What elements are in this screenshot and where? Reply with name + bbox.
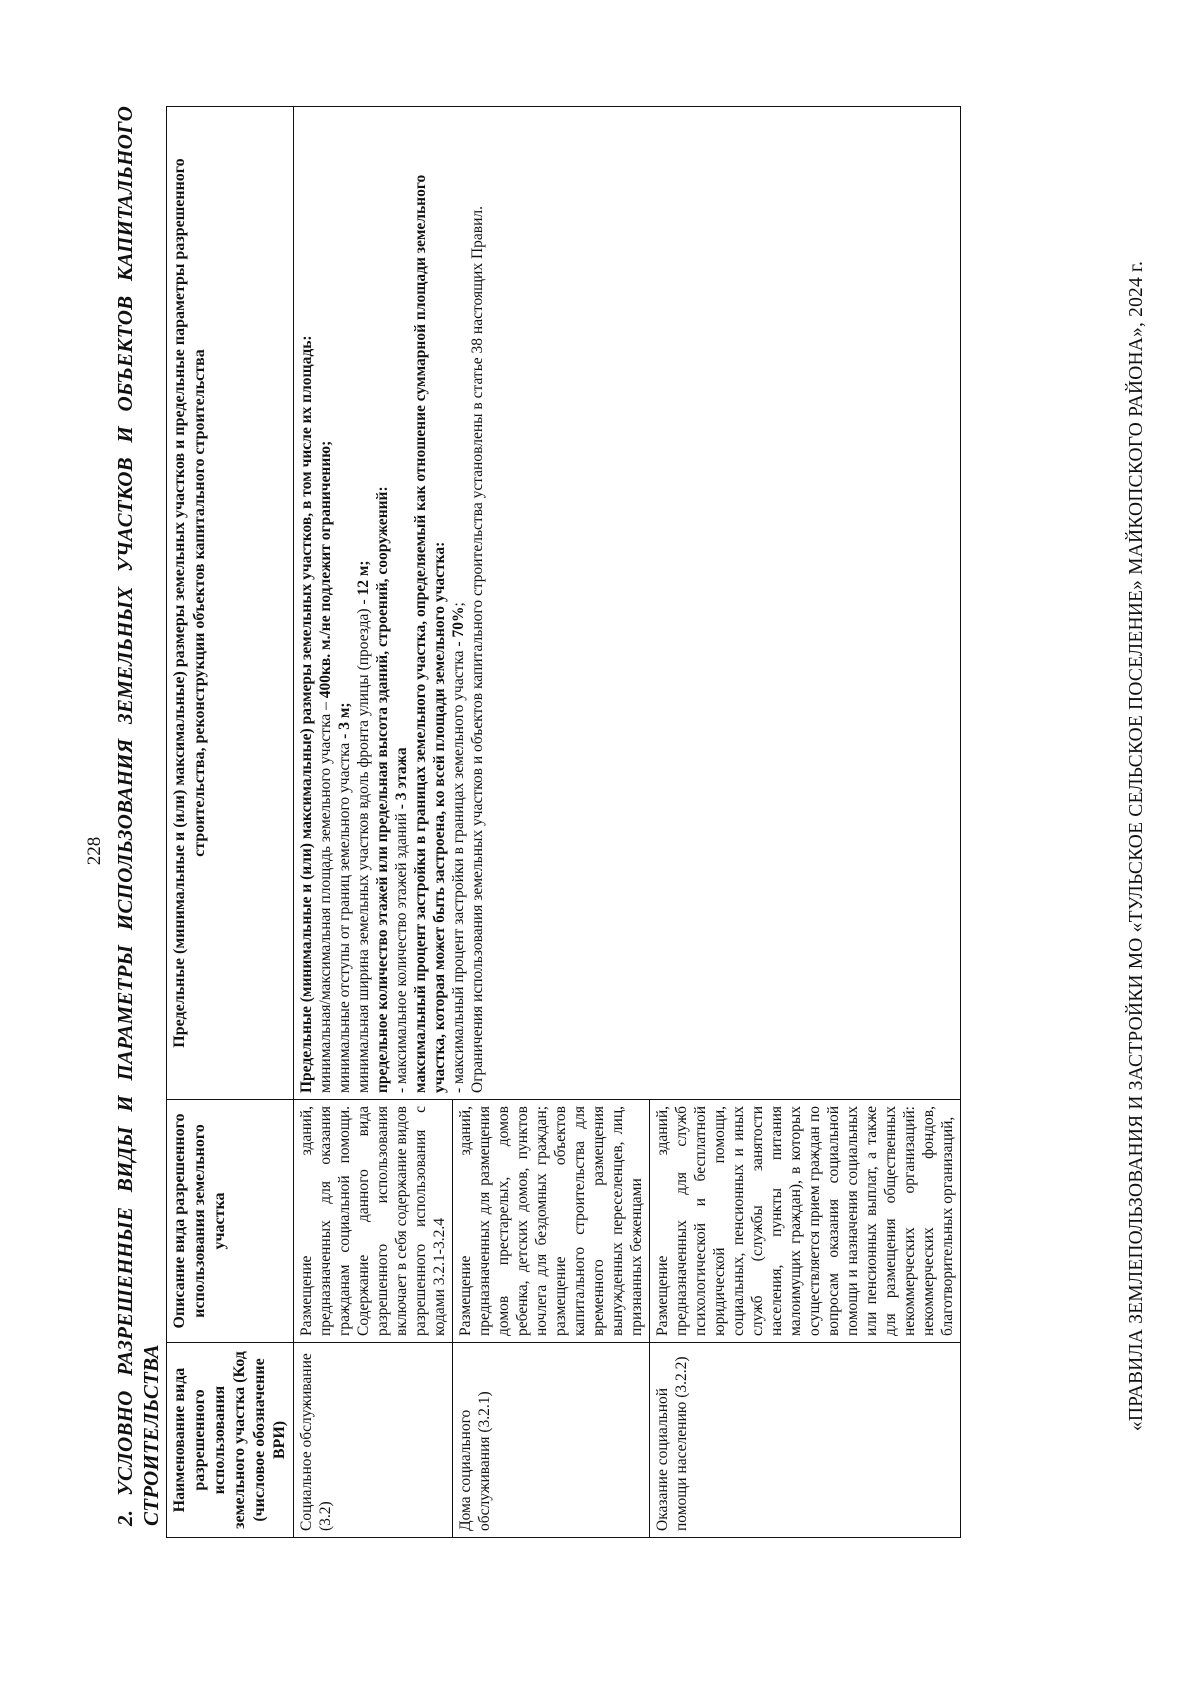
coverage-limit: - максимальный процент застройки в границах земельного участка - 70%; [450,602,467,1093]
use-name-cell: Дома социального обслуживания (3.2.1) [453,1343,650,1538]
header-parameters: Предельные (минимальные и (или) максимальные) размеры земельных участков и предельные параметры разрешенного строительства, реконструкции объектов капитального строительства [167,107,294,1100]
use-description-cell: Размещение зданий, предназначенных для служб психологической и бесплатной юридической помощи, социальных, пенсионных и иных служб (службы занятости населения, пункты питания малоимущих граждан), в которых осуществляется прием граждан по вопросам оказания социальной помощи и назначения социальных или пенсионных выплат, а также для размещения общественных некоммерческих организаций: некоммерческих фондов, благотворительных организаций, [650,1100,961,1343]
frontage-width-limit: минимальная ширина земельных участков вдоль фронта улицы (проезда) - 12 м; [355,560,372,1093]
use-description-cell: Размещение зданий, предназначенных для размещения домов престарелых, домов ребенка, детских домов, пунктов ночлега для бездомных граждан; размещение объектов капитального строительства для временного размещения вынужденных переселенцев, лиц, признанных беженцами [453,1100,650,1343]
restrictions-note: Ограничения использования земельных участков и объектов капитального строительства установлены в статье 38 настоящих Правил. [469,205,486,1093]
area-limit: минимальная/максимальная площадь земельного участка – 400кв. м./не подлежит ограничению; [317,440,334,1093]
use-description-cell: Размещение зданий, предназначенных для оказания гражданам социальной помощи. Содержание данного вида разрешенного использования включает в себя содержание видов разрешенного использования с кодами 3.2.1-3.2.4 [294,1100,453,1343]
use-name-cell: Социальное обслуживание (3.2) [294,1343,453,1538]
floors-limit: - максимальное количество этажей зданий - 3 этажа [393,747,410,1093]
header-use-description: Описание вида разрешенного использования земельного участка [167,1100,294,1343]
parameters-cell [294,107,961,1100]
page-number: 228 [84,836,105,866]
section-heading [112,106,164,1526]
table-header-row [167,107,294,1538]
document-footer: «ПРАВИЛА ЗЕМЛЕПОЛЬЗОВАНИЯ И ЗАСТРОЙКИ МО «ТУЛЬСКОЕ СЕЛЬСКОЕ ПОСЕЛЕНИЕ» МАЙКОПСКОГО РАЙОНА», 2024 г. [1126,260,1147,1432]
permitted-uses-table [166,106,961,1538]
use-name-cell: Оказание социальной помощи населению (3.2.2) [650,1343,961,1538]
section-title: УСЛОВНО РАЗРЕШЕННЫЕ ВИДЫ И ПАРАМЕТРЫ ИСПОЛЬЗОВАНИЯ ЗЕМЕЛЬНЫХ УЧАСТКОВ И ОБЪЕКТОВ КАПИТАЛЬНОГО СТРОИТЕЛЬСТВА [113,106,163,1526]
setback-limit: минимальные отступы от границ земельного участка - 3 м; [336,702,353,1093]
header-use-name: Наименование вида разрешенного использования земельного участка (Код (числовое обозначение ВРИ) [167,1343,294,1538]
floors-title: предельное количество этажей или предельная высота зданий, строений, сооружений: [374,486,391,1093]
plot-size-title: Предельные (минимальные и (или) максимальные) размеры земельных участков, в том числе их площадь: [298,335,315,1093]
table-row [294,107,453,1538]
section-number: 2. [113,1509,137,1526]
coverage-title: максимальный процент застройки в границах земельного участка, определяемый как отношение суммарной площади земельного участка, которая может быть застроена, ко всей площади земельного участка: [412,174,448,1093]
